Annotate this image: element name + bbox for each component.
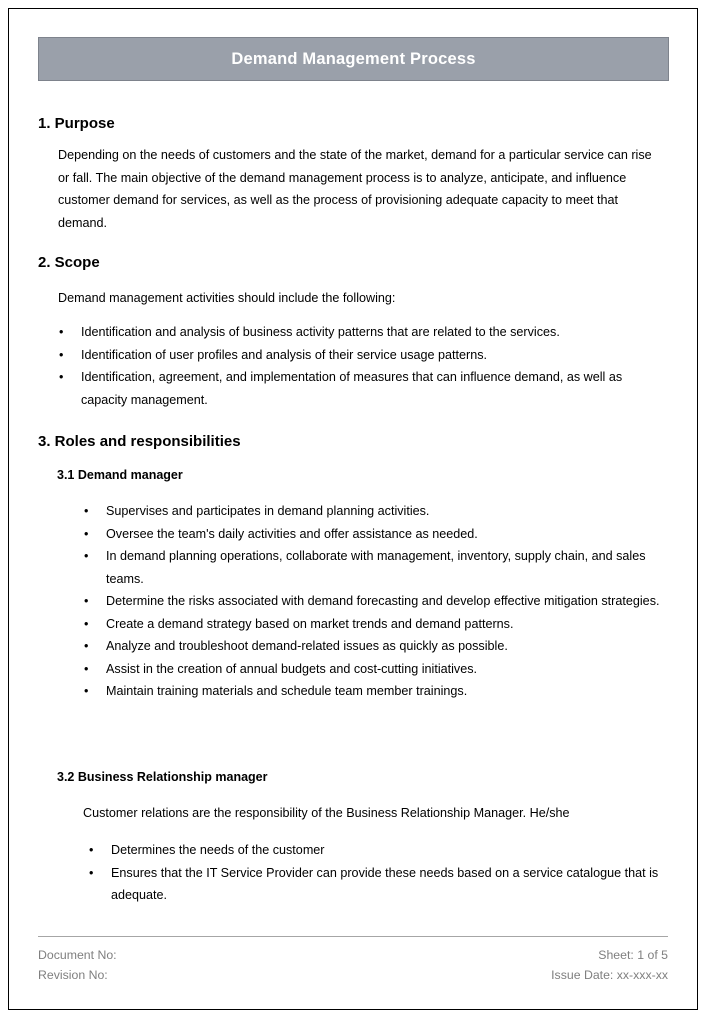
bullet-icon: • [89, 843, 94, 857]
bullet-icon: • [84, 594, 89, 608]
document-page [8, 8, 698, 1010]
list-item [84, 680, 664, 703]
list-item-text: Analyze and troubleshoot demand-related issues as quickly as possible. [106, 639, 508, 653]
list-item-text: Identification and analysis of business activity patterns that are related to the services. [81, 325, 560, 339]
sub-heading-business-relationship-manager: 3.2 Business Relationship manager [57, 770, 268, 784]
list-item-text: Maintain training materials and schedule team member trainings. [106, 684, 468, 698]
paragraph-business-relationship-manager: Customer relations are the responsibility of the Business Relationship Manager. He/she [83, 806, 570, 820]
list-item [84, 545, 664, 590]
bullet-icon: • [59, 370, 64, 384]
paragraph-scope: Demand management activities should include the following: [58, 291, 396, 305]
document-footer [38, 936, 668, 988]
bullet-icon: • [84, 639, 89, 653]
paragraph-purpose: Depending on the needs of customers and the state of the market, demand for a particular service can rise or fall. The main objective of the demand management process is to analyze, anticipate, and influence customer demand for services, as well as the process of provisioning adequate capacity to meet that demand. [58, 148, 652, 230]
bullet-list-demand-manager [84, 500, 664, 703]
list-item [59, 344, 664, 367]
footer-row-top [38, 945, 668, 965]
bullet-icon: • [84, 549, 89, 563]
list-item [89, 839, 664, 862]
bullet-icon: • [59, 347, 64, 362]
list-item [59, 321, 664, 344]
list-item [84, 658, 664, 681]
list-item-text: Assist in the creation of annual budgets and cost-cutting initiatives. [106, 661, 478, 676]
bullet-icon: • [84, 526, 89, 541]
page-title: Demand Management Process [231, 49, 476, 68]
bullet-icon: • [84, 616, 89, 631]
list-item-text: Determines the needs of the customer [111, 843, 325, 857]
list-item [84, 590, 664, 613]
list-item-text: Create a demand strategy based on market trends and demand patterns. [106, 616, 514, 631]
bullet-icon: • [84, 504, 89, 518]
list-item [84, 635, 664, 658]
bullet-icon: • [89, 865, 94, 880]
bullet-icon: • [59, 325, 64, 339]
sub-heading-demand-manager: 3.1 Demand manager [57, 468, 183, 482]
list-item-text: In demand planning operations, collaborate with management, inventory, supply chain, and sales teams. [106, 549, 646, 586]
bullet-icon: • [84, 684, 89, 698]
list-item [84, 613, 664, 636]
footer-sheet-number: Sheet: 1 of 5 [598, 948, 668, 962]
list-item-text: Determine the risks associated with demand forecasting and develop effective mitigation strategies. [106, 594, 660, 608]
list-item-text: Oversee the team's daily activities and offer assistance as needed. [106, 526, 478, 541]
list-item [84, 523, 664, 546]
list-item-text: Ensures that the IT Service Provider can provide these needs based on a service catalogue that is adequate. [111, 865, 659, 902]
document-title-banner [38, 37, 669, 81]
section-heading-purpose: 1. Purpose [38, 115, 115, 132]
list-item-text: Identification of user profiles and analysis of their service usage patterns. [81, 347, 488, 362]
section-heading-scope: 2. Scope [38, 254, 100, 271]
section-heading-roles: 3. Roles and responsibilities [38, 433, 241, 450]
footer-row-bottom [38, 965, 668, 985]
footer-revision-no: Revision No: [38, 968, 108, 982]
footer-divider [38, 936, 668, 937]
bullet-list-business-relationship-manager [89, 839, 664, 907]
bullet-icon: • [84, 661, 89, 676]
list-item-text: Supervises and participates in demand planning activities. [106, 504, 430, 518]
list-item [59, 366, 664, 411]
list-item-text: Identification, agreement, and implementation of measures that can influence demand, as well as capacity management. [81, 370, 623, 407]
list-item [89, 862, 664, 907]
list-item [84, 500, 664, 523]
page-inner [9, 9, 697, 1009]
footer-document-no: Document No: [38, 948, 117, 962]
bullet-list-scope [59, 321, 664, 411]
footer-issue-date: Issue Date: xx-xxx-xx [551, 968, 668, 982]
